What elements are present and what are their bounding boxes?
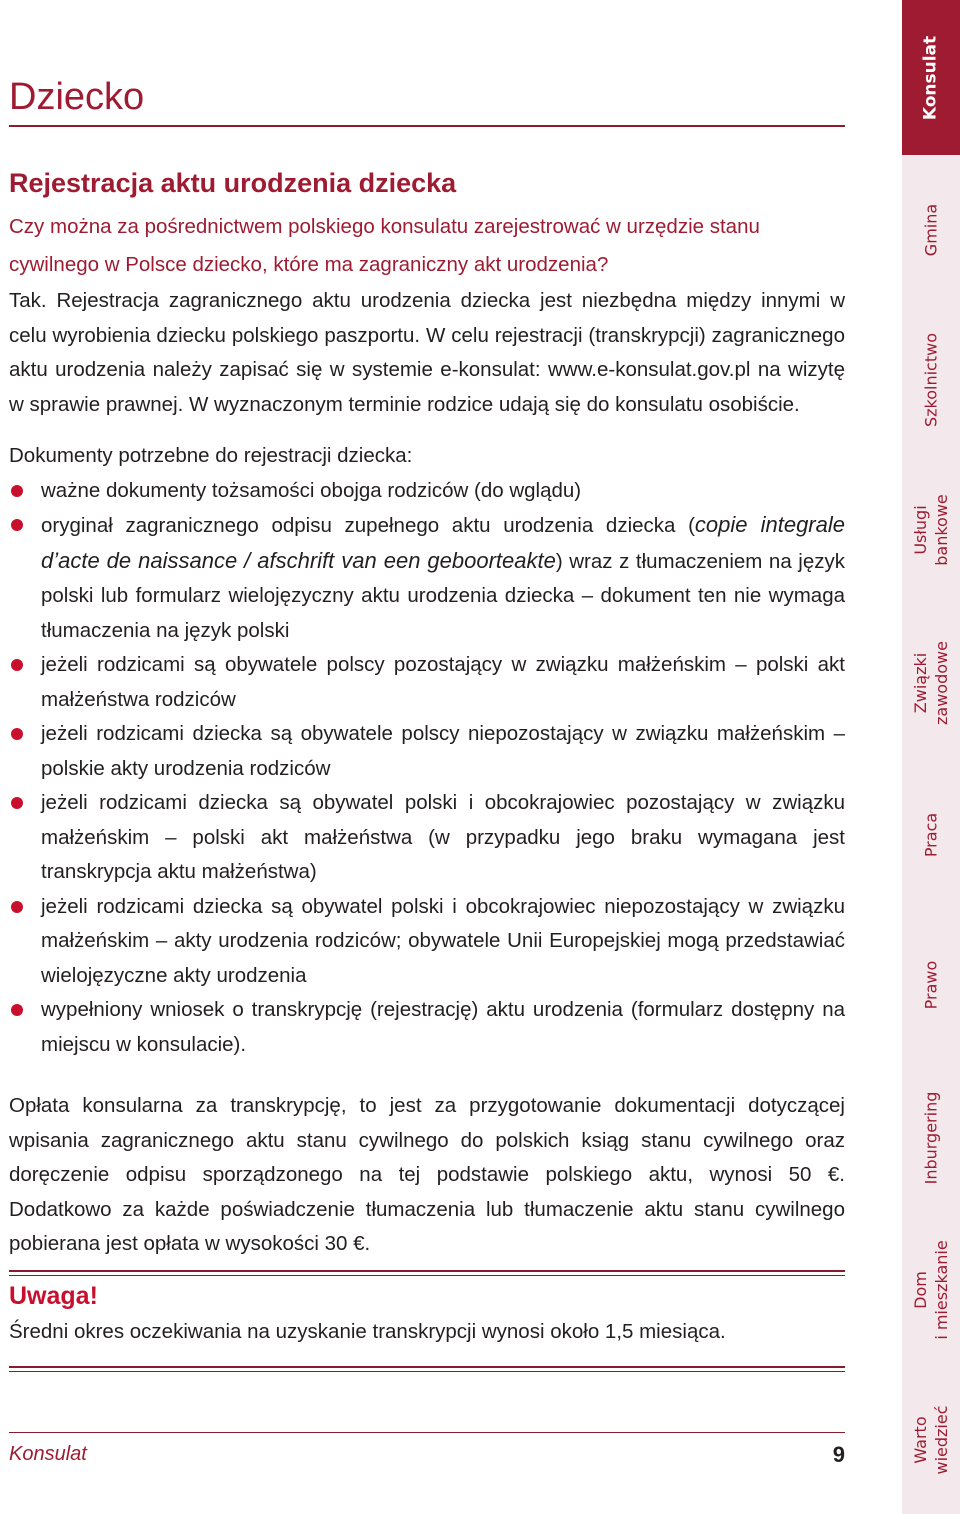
warning-heading: Uwaga! — [9, 1282, 98, 1310]
bullet-icon — [11, 519, 23, 531]
section-sidebar — [902, 0, 960, 1514]
warning-top-divider — [9, 1270, 845, 1276]
list-item: wypełniony wniosek o transkrypcję (rejestrację) aktu urodzenia (formularz dostępny na miejscu w konsulacie). — [9, 993, 845, 1062]
documents-intro: Dokumenty potrzebne do rejestracji dziecka: — [9, 444, 413, 467]
bullet-icon — [11, 1004, 23, 1016]
sidebar-tab-warto-wiedziec[interactable]: Warto wiedzieć — [911, 1404, 951, 1475]
sidebar-tab-gmina[interactable]: Gmina — [921, 203, 941, 257]
bullet-icon — [11, 485, 23, 497]
footer-divider — [9, 1432, 845, 1433]
bullet-icon — [11, 728, 23, 740]
documents-list — [9, 474, 845, 1063]
section-heading: Rejestracja aktu urodzenia dziecka — [9, 168, 457, 198]
list-item: oryginał zagranicznego odpisu zupełnego aktu urodzenia dziecka (copie integrale d’acte de naissance / afschrift van een geboorteakte) wraz z tłumaczeniem na język polski lub formularz wielojęzyczny aktu urodzenia dziecka – dokument ten nie wymaga tłumaczenia na język polski — [9, 508, 845, 648]
list-item: jeżeli rodzicami dziecka są obywatel polski i obcokrajowiec pozostający w związku małżeńskim – polski akt małżeństwa (w przypadku jego braku wymagana jest transkrypcja aktu małżeństwa) — [9, 786, 845, 890]
bullet-icon — [11, 659, 23, 671]
footer-title: Konsulat — [9, 1443, 87, 1465]
list-item: jeżeli rodzicami są obywatele polscy pozostający w związku małżeńskim – polski akt małżeństwa rodziców — [9, 648, 845, 717]
list-item: jeżeli rodzicami dziecka są obywatel polski i obcokrajowiec niepozostający w związku małżeńskim – akty urodzenia rodziców; obywatele Unii Europejskiej mogą przedstawiać wielojęzyczne akty urodzenia — [9, 890, 845, 994]
italic-document-name: copie integrale d’acte de naissance / afschrift van een geboorteakte — [41, 512, 845, 573]
documents-section — [9, 439, 845, 1062]
warning-text: Średni okres oczekiwania na uzyskanie transkrypcji wynosi około 1,5 miesiąca. — [9, 1320, 726, 1343]
list-item: jeżeli rodzicami dziecka są obywatele polscy niepozostający w związku małżeńskim – polskie akty urodzenia rodziców — [9, 717, 845, 786]
answer-block — [9, 284, 845, 422]
sidebar-tab-dom-i-mieszkanie[interactable]: Dom i mieszkanie — [911, 1240, 951, 1340]
sidebar-tab-uslugi-bankowe[interactable]: Usługi bankowe — [911, 494, 951, 566]
sidebar-tab-szkolnictwo[interactable]: Szkolnictwo — [921, 332, 941, 428]
sidebar-tab-prawo[interactable]: Prawo — [921, 960, 941, 1010]
bullet-icon — [11, 901, 23, 913]
warning-bottom-divider — [9, 1366, 845, 1372]
bullet-icon — [11, 797, 23, 809]
question-text: Czy można za pośrednictwem polskiego konsulatu zarejestrować w urzędzie stanu cywilnego w Polsce dziecko, które ma zagraniczny akt urodzenia? — [9, 215, 760, 276]
answer-text: Tak. Rejestracja zagranicznego aktu urodzenia dziecka jest niezbędna między innymi w celu wyrobienia dziecku polskiego paszportu. W celu rejestracji (transkrypcji) zagranicznego aktu urodzenia należy zapisać się w systemie e-konsulat: www.e-konsulat.gov.pl na wizytę w sprawie prawnej. W wyznaczonym terminie rodzice udają się do konsulatu osobiście. — [9, 289, 845, 416]
list-item: ważne dokumenty tożsamości obojga rodziców (do wglądu) — [9, 474, 845, 509]
page-title: Dziecko — [9, 76, 145, 118]
sidebar-tab-inburgering[interactable]: Inburgering — [921, 1091, 941, 1184]
sidebar-tab-praca[interactable]: Praca — [921, 812, 941, 858]
page-number: 9 — [832, 1442, 845, 1467]
sidebar-tab-konsulat[interactable]: Konsulat — [902, 0, 960, 155]
sidebar-tab-zwiazki-zawodowe[interactable]: Związki zawodowe — [911, 640, 951, 725]
title-divider — [9, 125, 845, 127]
fee-text: Opłata konsularna za transkrypcję, to jest za przygotowanie dokumentacji dotyczącej wpisania zagranicznego aktu stanu cywilnego do polskich ksiąg stanu cywilnego oraz doręczenie odpisu sporządzonego na tej podstawie polskiego aktu, wynosi 50 €. Dodatkowo za każde poświadczenie tłumaczenia lub tłumaczenie aktu stanu cywilnego pobierana jest opłata w wysokości 30 €. — [9, 1094, 845, 1255]
fee-block — [9, 1089, 845, 1262]
